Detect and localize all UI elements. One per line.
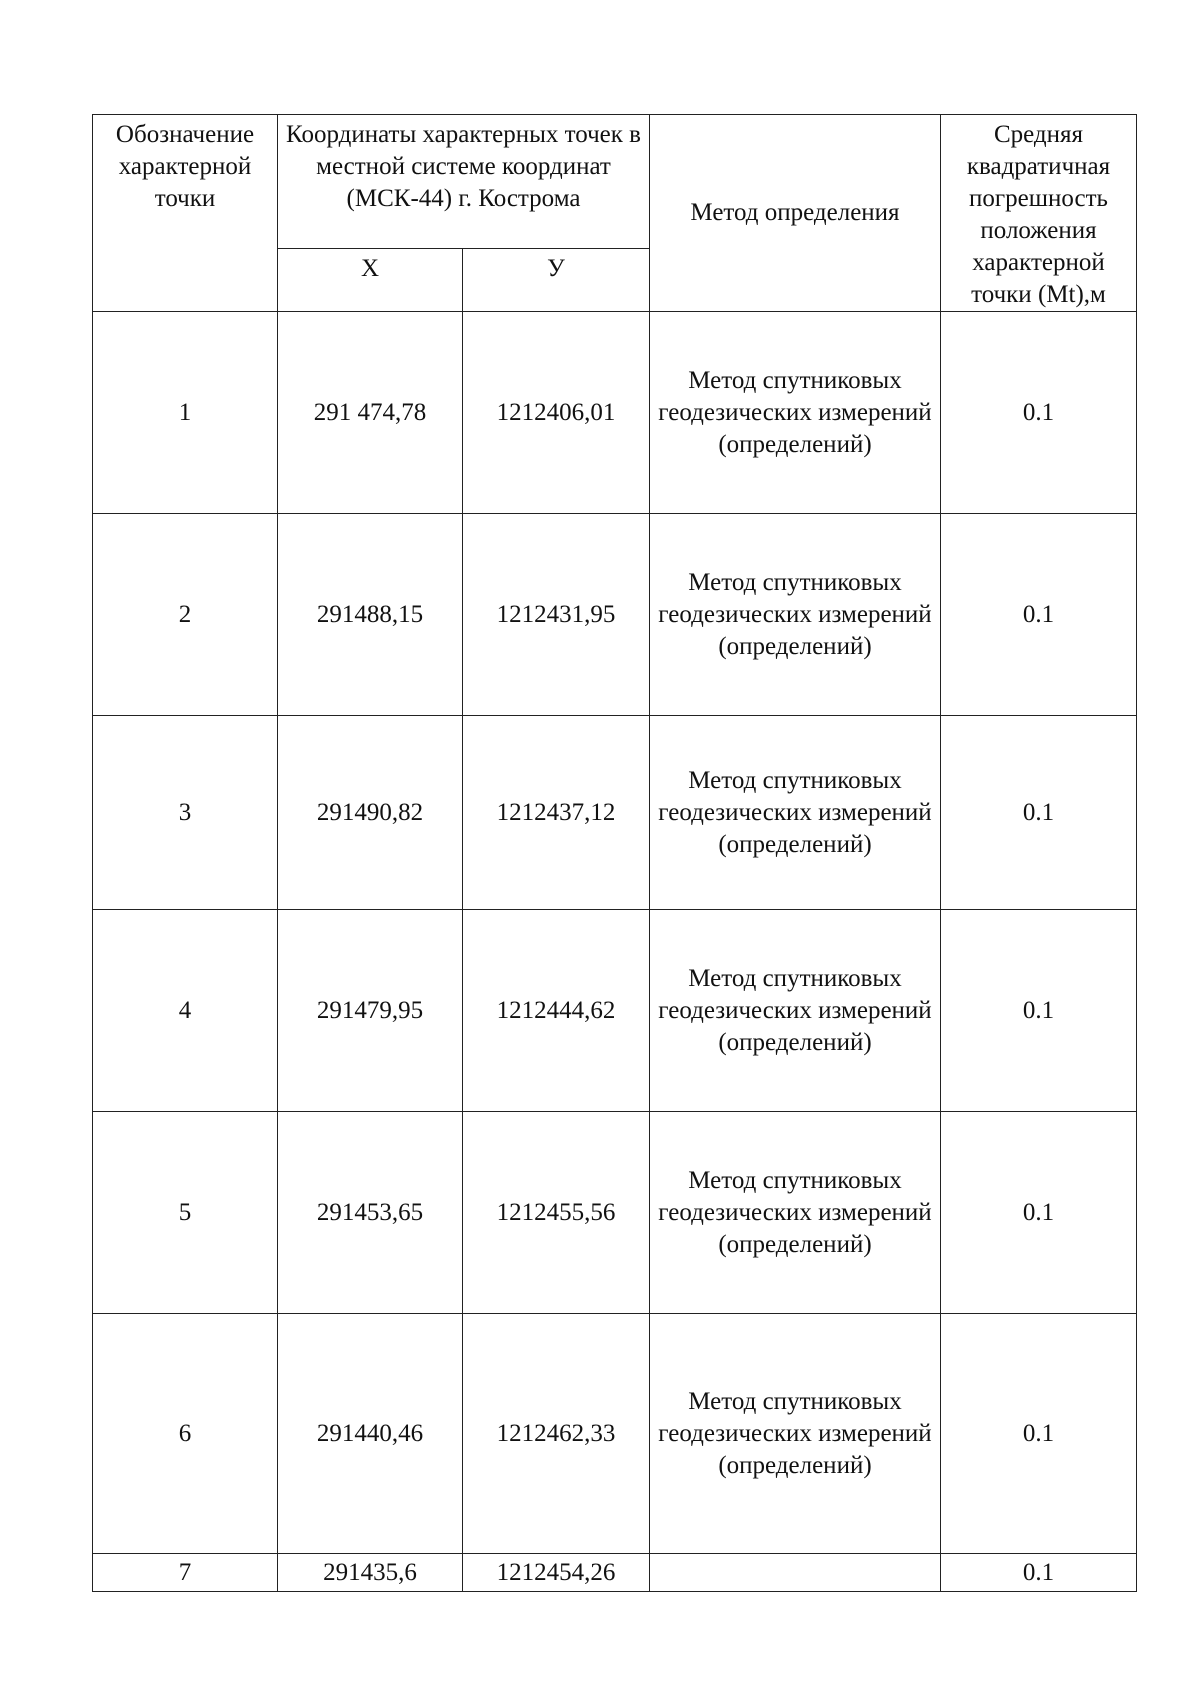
cell-y: 1212455,56	[463, 1112, 650, 1314]
header-x: Х	[278, 248, 463, 311]
cell-accuracy: 0.1	[941, 1314, 1137, 1554]
cell-y: 1212431,95	[463, 514, 650, 716]
cell-x: 291479,95	[278, 910, 463, 1112]
cell-method: Метод спутниковых геодезических измерений (определений)	[650, 716, 941, 910]
cell-point: 7	[93, 1554, 278, 1592]
header-y: У	[463, 248, 650, 311]
cell-x: 291 474,78	[278, 312, 463, 514]
cell-x: 291490,82	[278, 716, 463, 910]
cell-point: 2	[93, 514, 278, 716]
cell-method: Метод спутниковых геодезических измерений (определений)	[650, 514, 941, 716]
cell-method: Метод спутниковых геодезических измерений (определений)	[650, 312, 941, 514]
table-row	[93, 514, 1137, 716]
cell-y: 1212444,62	[463, 910, 650, 1112]
table-row	[93, 1554, 1137, 1592]
table-row	[93, 1112, 1137, 1314]
cell-y: 1212454,26	[463, 1554, 650, 1592]
cell-point: 6	[93, 1314, 278, 1554]
cell-accuracy: 0.1	[941, 1112, 1137, 1314]
coordinates-table	[92, 114, 1137, 1592]
cell-y: 1212406,01	[463, 312, 650, 514]
cell-accuracy: 0.1	[941, 312, 1137, 514]
cell-x: 291488,15	[278, 514, 463, 716]
cell-accuracy: 0.1	[941, 716, 1137, 910]
cell-method: Метод спутниковых геодезических измерений (определений)	[650, 1314, 941, 1554]
cell-point: 1	[93, 312, 278, 514]
cell-point: 3	[93, 716, 278, 910]
cell-point: 5	[93, 1112, 278, 1314]
table-row	[93, 910, 1137, 1112]
header-point: Обозначение характерной точки	[93, 115, 278, 312]
cell-y: 1212437,12	[463, 716, 650, 910]
cell-method: Метод спутниковых геодезических измерений (определений)	[650, 910, 941, 1112]
header-accuracy: Средняя квадратичная погрешность положения характерной точки (Mt),м	[941, 115, 1137, 312]
table-row	[93, 1314, 1137, 1554]
header-coords-group: Координаты характерных точек в местной системе координат (МСК-44) г. Кострома	[278, 115, 650, 249]
cell-x: 291440,46	[278, 1314, 463, 1554]
cell-accuracy: 0.1	[941, 910, 1137, 1112]
cell-method	[650, 1554, 941, 1592]
table-row	[93, 312, 1137, 514]
cell-x: 291453,65	[278, 1112, 463, 1314]
cell-method: Метод спутниковых геодезических измерений (определений)	[650, 1112, 941, 1314]
cell-accuracy: 0.1	[941, 514, 1137, 716]
cell-y: 1212462,33	[463, 1314, 650, 1554]
cell-point: 4	[93, 910, 278, 1112]
header-method: Метод определения	[650, 115, 941, 312]
cell-x: 291435,6	[278, 1554, 463, 1592]
cell-accuracy: 0.1	[941, 1554, 1137, 1592]
table-row	[93, 716, 1137, 910]
